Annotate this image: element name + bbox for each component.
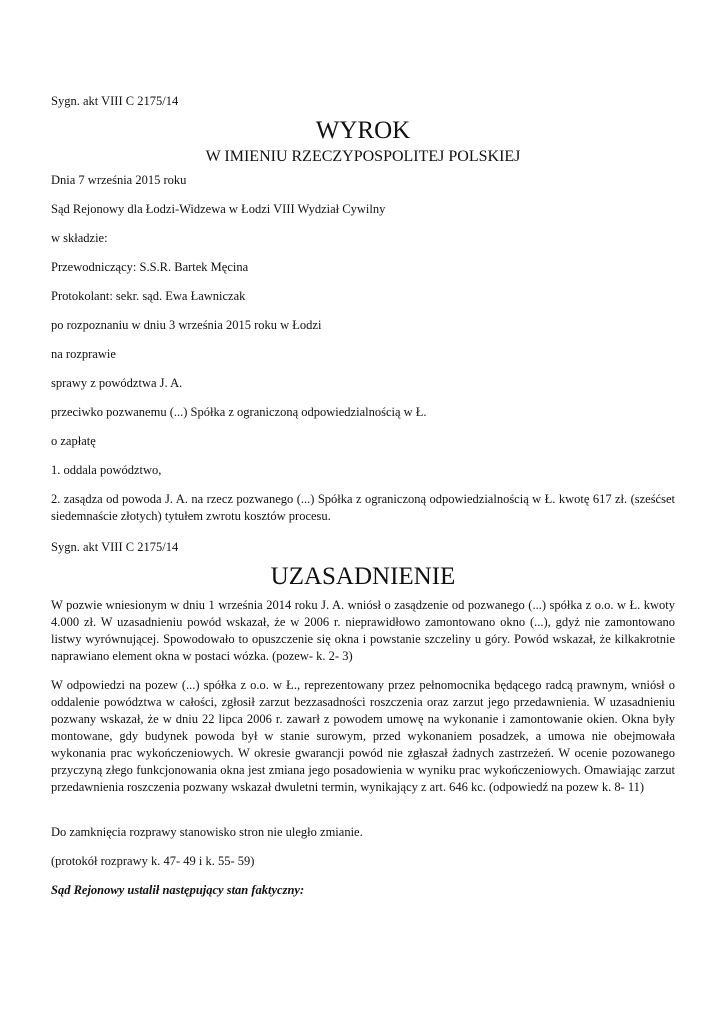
- hearing-date: po rozpoznaniu w dniu 3 września 2015 roku w Łodzi: [51, 318, 322, 332]
- document-title: WYROK: [315, 117, 411, 144]
- findings-heading: Sąd Rejonowy ustalił następujący stan faktyczny:: [51, 883, 305, 897]
- justification-paragraph-1: W pozwie wniesionym w dniu 1 września 2014 roku J. A. wniósł o zasądzenie od pozwanego (...) spółka z o.o. w Ł. kwoty 4.000 zł. W uzasadnieniu powód wskazał, że w 2006 r. nieprawidłowo zamontowano okno (...), gdyż nie zamontowano listwy wyrównującej. Spowodowało to opuszczenie się okna i powstanie szczeliny u góry. Powód wskazał, że kilkakrotnie naprawiano element okna w postaci wózka. (pozew- k. 2- 3): [51, 598, 675, 663]
- justification-paragraph-4: (protokół rozprawy k. 47- 49 i k. 55- 59): [51, 854, 255, 868]
- composition-label: w składzie:: [51, 231, 108, 245]
- ruling-item-2: 2. zasądza od powoda J. A. na rzecz pozwanego (...) Spółka z ograniczoną odpowiedzialnością w Ł. kwotę 617 zł. (sześćset siedemnaście złotych) tytułem zwrotu kosztów procesu.: [51, 492, 675, 523]
- ruling-item-1: 1. oddala powództwo,: [51, 463, 162, 477]
- justification-paragraph-2: W odpowiedzi na pozew (...) spółka z o.o. w Ł., reprezentowany przez pełnomocnika będącego radcą prawnym, wniósł o oddalenie powództwa w całości, zgłosił zarzut bezzasadności roszczenia oraz zarzut jego przedawnienia. W uzasadnieniu pozwany wskazał, że w dniu 22 lipca 2006 r. zawarł z powodem umowę na wykonanie i zamontowanie okien. Okna były montowane, gdy budynek powoda był w stanie surowym, przed wykonaniem posadzek, a umowa nie obejmowała wykonania prac wykończeniowych. W okresie gwarancji powód nie zgłaszał żadnych zastrzeżeń. W ocenie pozowanego przyczyną złego funkcjonowania okna jest zmiana jego posadowienia w wyniku prac wykończeniowych. Omawiając zarzut przedawnienia roszczenia pozwany wskazał dwuletni termin, wynikający z art. 646 kc. (odpowiedź na pozew k. 8- 11): [51, 678, 675, 794]
- justification-title: UZASADNIENIE: [270, 563, 456, 590]
- case-number: Sygn. akt VIII C 2175/14: [51, 94, 179, 108]
- case-parties: sprawy z powództwa J. A.: [51, 376, 183, 390]
- chair-judge: Przewodniczący: S.S.R. Bartek Męcina: [51, 260, 249, 274]
- defendant: przeciwko pozwanemu (...) Spółka z ograniczoną odpowiedzialnością w Ł.: [51, 405, 427, 419]
- court-clerk: Protokolant: sekr. sąd. Ewa Ławniczak: [51, 289, 246, 303]
- court-name: Sąd Rejonowy dla Łodzi-Widzewa w Łodzi VIII Wydział Cywilny: [51, 202, 386, 216]
- document-subtitle: W IMIENIU RZECZYPOSPOLITEJ POLSKIEJ: [205, 148, 521, 165]
- justification-paragraph-3: Do zamknięcia rozprawy stanowisko stron nie uległo zmianie.: [51, 825, 363, 839]
- justification-case-number: Sygn. akt VIII C 2175/14: [51, 540, 179, 554]
- session-type: na rozprawie: [51, 347, 116, 361]
- claim-subject: o zapłatę: [51, 434, 96, 448]
- judgment-date: Dnia 7 września 2015 roku: [51, 173, 187, 187]
